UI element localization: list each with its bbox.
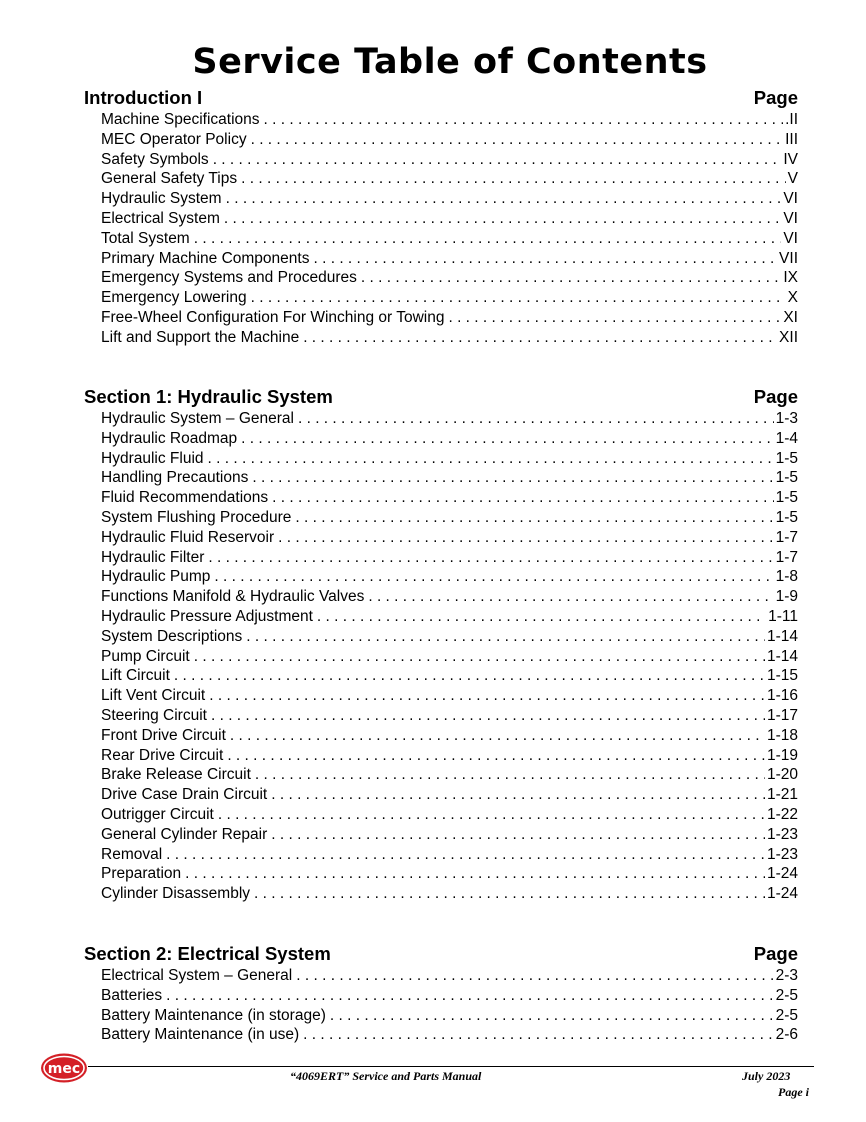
toc-entry-page: 1-16 — [766, 687, 798, 705]
toc-entry[interactable] — [101, 528, 798, 548]
toc-entry-title: System Descriptions — [101, 627, 243, 645]
toc-entry-page: 1-14 — [766, 647, 798, 665]
toc-entry-page: 1-5 — [775, 469, 798, 487]
toc-entry[interactable] — [101, 647, 798, 667]
dot-leader — [224, 209, 781, 229]
toc-entry-page: 1-17 — [766, 706, 798, 724]
toc-entry[interactable] — [101, 686, 798, 706]
toc-entry[interactable] — [101, 765, 798, 785]
toc-entry-title: General Safety Tips — [101, 170, 238, 188]
toc-entry[interactable] — [101, 150, 798, 170]
toc-section-electrical — [84, 942, 798, 1045]
toc-entry[interactable] — [101, 567, 798, 587]
dot-leader — [218, 805, 765, 825]
toc-entry-title: Free-Wheel Configuration For Winching or Towing — [101, 308, 445, 326]
page-column-label: Page — [753, 943, 798, 964]
toc-entry-title: Drive Case Drain Circuit — [101, 786, 268, 804]
toc-entry-title: System Flushing Procedure — [101, 508, 292, 526]
dot-leader — [298, 409, 774, 429]
toc-entry-title: Emergency Lowering — [101, 289, 247, 307]
dot-leader — [241, 169, 786, 189]
toc-entry-title: Hydraulic Pressure Adjustment — [101, 607, 313, 625]
toc-entry[interactable] — [101, 130, 798, 150]
toc-entry-page: 1-20 — [766, 766, 798, 784]
logo-text: mec — [47, 1061, 81, 1077]
toc-entry-title: Hydraulic Fluid Reservoir — [101, 528, 275, 546]
toc-entry-title: Rear Drive Circuit — [101, 746, 224, 764]
toc-entry-title: Hydraulic System — [101, 190, 222, 208]
toc-entry-title: Electrical System — [101, 209, 220, 227]
toc-entry-title: Battery Maintenance (in use) — [101, 1026, 300, 1044]
toc-entry-title: Removal — [101, 845, 163, 863]
dot-leader — [255, 765, 765, 785]
toc-entry[interactable] — [101, 449, 798, 469]
toc-entry-page: 1-7 — [775, 528, 798, 546]
toc-entry-title: Brake Release Circuit — [101, 766, 251, 784]
toc-entry-title: Steering Circuit — [101, 706, 207, 724]
toc-entry[interactable] — [101, 587, 798, 607]
toc-entry-list — [101, 409, 798, 904]
page-column-label: Page — [753, 386, 798, 407]
toc-entry[interactable] — [101, 666, 798, 686]
toc-entry-page: XI — [783, 308, 798, 326]
toc-entry-page: 1-14 — [766, 627, 798, 645]
toc-entry-page: 2-6 — [775, 1026, 798, 1044]
toc-entry-page: 2-3 — [775, 967, 798, 984]
toc-entry-title: MEC Operator Policy — [101, 130, 247, 148]
toc-entry-page: V — [787, 170, 798, 188]
toc-entry[interactable] — [101, 468, 798, 488]
toc-entry-title: Handling Precautions — [101, 469, 249, 487]
toc-entry-page: 2-5 — [775, 1006, 798, 1024]
toc-entry-page: III — [785, 130, 798, 148]
dot-leader — [208, 449, 774, 469]
toc-entry-title: Machine Specifications — [101, 111, 260, 128]
toc-entry-page: 1-15 — [766, 667, 798, 685]
toc-entry[interactable] — [101, 488, 798, 508]
toc-entry[interactable] — [101, 1006, 798, 1026]
toc-entry-page: 1-7 — [775, 548, 798, 566]
dot-leader — [246, 627, 765, 647]
section-heading — [84, 942, 798, 966]
dot-leader — [254, 884, 765, 904]
toc-entry-title: Functions Manifold & Hydraulic Valves — [101, 588, 365, 606]
toc-entry[interactable] — [101, 268, 798, 288]
toc-entry[interactable] — [101, 1025, 798, 1045]
dot-leader — [174, 666, 765, 686]
toc-entry-title: Hydraulic Roadmap — [101, 429, 238, 447]
toc-entry-page: 1-9 — [775, 588, 798, 606]
dot-leader — [208, 548, 773, 568]
toc-section-hydraulic — [84, 385, 798, 904]
page-title: Service Table of Contents — [192, 42, 708, 82]
toc-entry-page: .II — [785, 111, 798, 128]
toc-entry[interactable] — [101, 308, 798, 328]
toc-entry[interactable] — [101, 966, 798, 986]
toc-entry-title: Hydraulic System – General — [101, 410, 294, 427]
dot-leader — [317, 607, 766, 627]
toc-entry-title: Batteries — [101, 986, 163, 1004]
toc-entry[interactable] — [101, 429, 798, 449]
toc-entry-page: VI — [783, 190, 798, 208]
toc-entry[interactable] — [101, 110, 798, 130]
toc-entry-page: 1-5 — [775, 449, 798, 467]
toc-entry-title: Hydraulic Pump — [101, 568, 211, 586]
dot-leader — [166, 986, 773, 1006]
toc-entry-page: VI — [783, 209, 798, 227]
dot-leader — [209, 686, 765, 706]
section-title: Section 1: Hydraulic System — [84, 386, 333, 407]
toc-entry-page: VI — [783, 229, 798, 247]
dot-leader — [166, 845, 765, 865]
toc-entry-page: 1-24 — [766, 885, 798, 903]
toc-entry-title: Hydraulic Fluid — [101, 449, 204, 467]
toc-entry-page: X — [787, 289, 798, 307]
dot-leader — [264, 110, 784, 130]
dot-leader — [271, 785, 765, 805]
dot-leader — [227, 746, 765, 766]
dot-leader — [296, 966, 773, 986]
toc-entry-title: Preparation — [101, 865, 182, 883]
dot-leader — [251, 130, 784, 150]
toc-entry[interactable] — [101, 328, 798, 348]
toc-entry-list — [101, 110, 798, 348]
toc-entry-page: 2-5 — [775, 986, 798, 1004]
toc-entry-page: 1-5 — [775, 508, 798, 526]
toc-entry[interactable] — [101, 508, 798, 528]
toc-entry-title: Safety Symbols — [101, 150, 209, 168]
toc-entry-title: Emergency Systems and Procedures — [101, 269, 357, 287]
toc-entry-page: 1-23 — [766, 825, 798, 843]
dot-leader — [230, 726, 765, 746]
toc-entry-title: Lift and Support the Machine — [101, 328, 300, 346]
toc-entry-title: General Cylinder Repair — [101, 825, 268, 843]
toc-entry[interactable] — [101, 229, 798, 249]
dot-leader — [226, 189, 782, 209]
dot-leader — [251, 288, 786, 308]
toc-entry[interactable] — [101, 607, 798, 627]
toc-entry-title: Lift Circuit — [101, 667, 170, 685]
toc-entry-page: 1-24 — [766, 865, 798, 883]
toc-entry[interactable] — [101, 249, 798, 269]
toc-entry-page: 1-4 — [775, 429, 798, 447]
toc-entry[interactable] — [101, 884, 798, 904]
toc-entry-title: Primary Machine Components — [101, 249, 310, 267]
section-heading — [84, 86, 798, 110]
toc-entry-page: 1-8 — [775, 568, 798, 586]
dot-leader — [361, 268, 781, 288]
toc-entry-title: Battery Maintenance (in storage) — [101, 1006, 326, 1024]
dot-leader — [330, 1006, 774, 1026]
toc-entry[interactable] — [101, 548, 798, 568]
toc-entry[interactable] — [101, 805, 798, 825]
dot-leader — [368, 587, 773, 607]
dot-leader — [194, 647, 765, 667]
toc-entry-title: Lift Vent Circuit — [101, 687, 206, 705]
toc-entry-page: 1-5 — [775, 489, 798, 507]
mec-logo — [40, 1052, 88, 1084]
toc-entry-page: IX — [783, 269, 798, 287]
dot-leader — [194, 229, 782, 249]
dot-leader — [295, 508, 773, 528]
footer-rule — [88, 1066, 814, 1067]
toc-entry-title: Pump Circuit — [101, 647, 190, 665]
toc-entry-title: Front Drive Circuit — [101, 726, 226, 744]
section-title: Introduction I — [84, 87, 203, 108]
toc-entry-page: 1-18 — [766, 726, 798, 744]
section-heading — [84, 385, 798, 409]
dot-leader — [241, 429, 773, 449]
manual-title: “4069ERT” Service and Parts Manual — [290, 1069, 482, 1083]
toc-entry-page: 1-23 — [766, 845, 798, 863]
toc-entry[interactable] — [101, 825, 798, 845]
toc-entry-page: IV — [783, 150, 798, 168]
toc-entry[interactable] — [101, 706, 798, 726]
dot-leader — [448, 308, 781, 328]
toc-entry-page: 1-21 — [766, 786, 798, 804]
toc-entry-title: Total System — [101, 229, 190, 247]
toc-entry[interactable] — [101, 409, 798, 429]
toc-entry-page: XII — [779, 328, 798, 346]
toc-entry[interactable] — [101, 726, 798, 746]
toc-entry-page: 1-19 — [766, 746, 798, 764]
toc-entry-title: Hydraulic Filter — [101, 548, 205, 566]
toc-entry-page: 1-11 — [768, 607, 798, 625]
page-column-label: Page — [753, 87, 798, 108]
toc-entry-title: Electrical System – General — [101, 967, 293, 984]
dot-leader — [313, 249, 777, 269]
toc-entry[interactable] — [101, 189, 798, 209]
dot-leader — [185, 864, 765, 884]
footer-date: July 2023 — [742, 1069, 791, 1083]
toc-entry-page: 1-3 — [775, 410, 798, 427]
dot-leader — [303, 328, 777, 348]
dot-leader — [271, 825, 765, 845]
toc-entry-page: 1-22 — [766, 805, 798, 823]
dot-leader — [252, 468, 773, 488]
toc-entry[interactable] — [101, 288, 798, 308]
toc-entry[interactable] — [101, 864, 798, 884]
toc-entry[interactable] — [101, 986, 798, 1006]
dot-leader — [211, 706, 765, 726]
page-number: Page i — [778, 1085, 809, 1099]
toc-entry-title: Cylinder Disassembly — [101, 885, 251, 903]
dot-leader — [272, 488, 773, 508]
toc-entry[interactable] — [101, 785, 798, 805]
toc-entry-list — [101, 966, 798, 1045]
dot-leader — [278, 528, 773, 548]
dot-leader — [213, 150, 782, 170]
toc-entry[interactable] — [101, 169, 798, 189]
toc-entry[interactable] — [101, 209, 798, 229]
toc-entry-page: VII — [779, 249, 798, 267]
toc-entry[interactable] — [101, 627, 798, 647]
section-title: Section 2: Electrical System — [84, 943, 331, 964]
dot-leader — [214, 567, 773, 587]
toc-entry[interactable] — [101, 746, 798, 766]
dot-leader — [303, 1025, 773, 1045]
toc-entry-title: Outrigger Circuit — [101, 805, 214, 823]
toc-section-introduction — [84, 86, 798, 348]
toc-entry-title: Fluid Recommendations — [101, 489, 269, 507]
toc-entry[interactable] — [101, 845, 798, 865]
